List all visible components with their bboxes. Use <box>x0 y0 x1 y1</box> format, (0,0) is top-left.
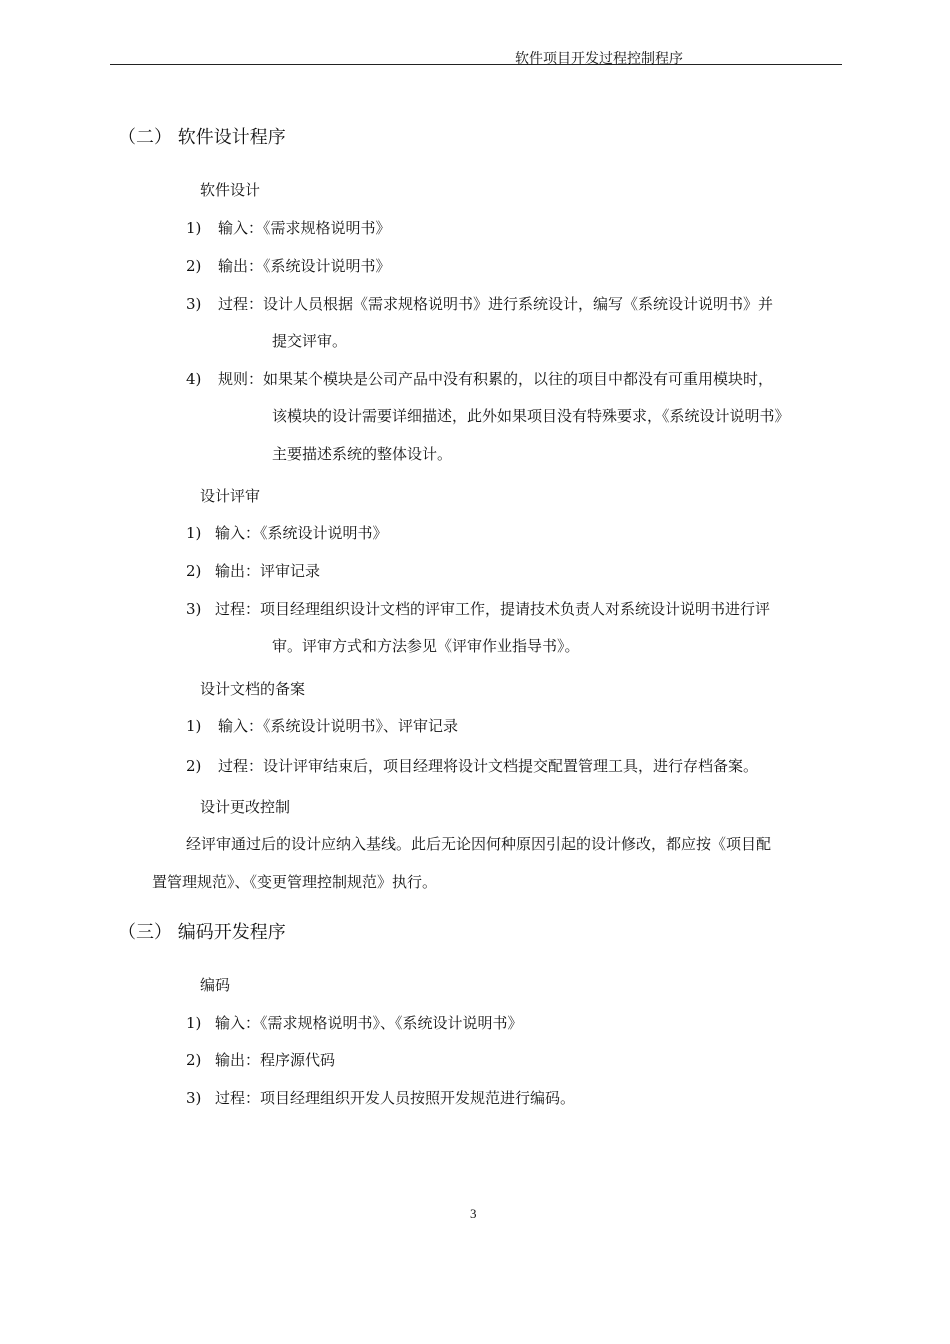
list-item <box>186 368 773 390</box>
list-number: 1) <box>186 717 202 735</box>
paragraph-line: 经评审通过后的设计应纳入基线。此后无论因何种原因引起的设计修改，都应按《项目配 <box>186 835 772 853</box>
list-number: 3) <box>186 295 202 313</box>
list-item <box>186 1049 335 1071</box>
list-text: 规则：如果某个模块是公司产品中没有积累的，以往的项目中都没有可重用模块时， <box>218 370 774 388</box>
list-item <box>186 217 391 239</box>
list-text: 输入：《系统设计说明书》、评审记录 <box>218 717 459 735</box>
list-text: 输入：《系统设计说明书》 <box>215 524 388 542</box>
list-item <box>186 255 391 277</box>
running-header-title: 软件项目开发过程控制程序 <box>515 51 683 67</box>
list-text: 过程：项目经理组织设计文档的评审工作，提请技术负责人对系统设计说明书进行评 <box>215 600 771 618</box>
list-item <box>186 715 458 737</box>
list-item <box>186 598 770 620</box>
list-text: 输出：程序源代码 <box>215 1051 336 1069</box>
list-number: 2) <box>186 257 202 275</box>
list-number: 2) <box>186 757 202 775</box>
list-item <box>186 1087 575 1109</box>
list-item <box>186 1012 523 1034</box>
page-number: 3 <box>470 1206 477 1221</box>
list-text: 输入：《需求规格说明书》 <box>218 219 391 237</box>
list-item <box>186 293 773 315</box>
list-continuation: 提交评审。 <box>272 332 348 350</box>
list-number: 1) <box>186 1014 202 1032</box>
list-text: 输出：《系统设计说明书》 <box>218 257 391 275</box>
list-text: 过程：设计人员根据《需求规格说明书》进行系统设计，编写《系统设计说明书》并 <box>218 295 774 313</box>
section-heading-coding: （三） 编码开发程序 <box>118 922 286 943</box>
header-rule <box>110 64 842 65</box>
list-number: 3) <box>186 1089 202 1107</box>
subsection-title-software-design: 软件设计 <box>200 181 261 199</box>
list-number: 4) <box>186 370 202 388</box>
subsection-title-design-archive: 设计文档的备案 <box>200 680 306 698</box>
subsection-title-design-change: 设计更改控制 <box>200 798 291 816</box>
list-continuation: 审。评审方式和方法参见《评审作业指导书》。 <box>272 637 580 655</box>
list-number: 1) <box>186 524 202 542</box>
list-number: 3) <box>186 600 202 618</box>
subsection-title-coding: 编码 <box>200 976 231 994</box>
paragraph-line: 置管理规范》、《变更管理控制规范》执行。 <box>152 873 438 891</box>
list-continuation: 主要描述系统的整体设计。 <box>272 445 453 463</box>
subsection-title-design-review: 设计评审 <box>200 487 261 505</box>
list-item <box>186 560 320 582</box>
list-item <box>186 522 388 544</box>
section-heading-software-design: （二） 软件设计程序 <box>118 127 286 148</box>
list-continuation: 该模块的设计需要详细描述，此外如果项目没有特殊要求，《系统设计说明书》 <box>272 407 790 425</box>
list-text: 输入：《需求规格说明书》、《系统设计说明书》 <box>215 1014 523 1032</box>
list-number: 2) <box>186 1051 202 1069</box>
list-text: 输出：评审记录 <box>215 562 321 580</box>
list-item <box>186 755 758 777</box>
list-text: 过程：项目经理组织开发人员按照开发规范进行编码。 <box>215 1089 576 1107</box>
list-text: 过程：设计评审结束后，项目经理将设计文档提交配置管理工具，进行存档备案。 <box>218 757 759 775</box>
list-number: 2) <box>186 562 202 580</box>
list-number: 1) <box>186 219 202 237</box>
